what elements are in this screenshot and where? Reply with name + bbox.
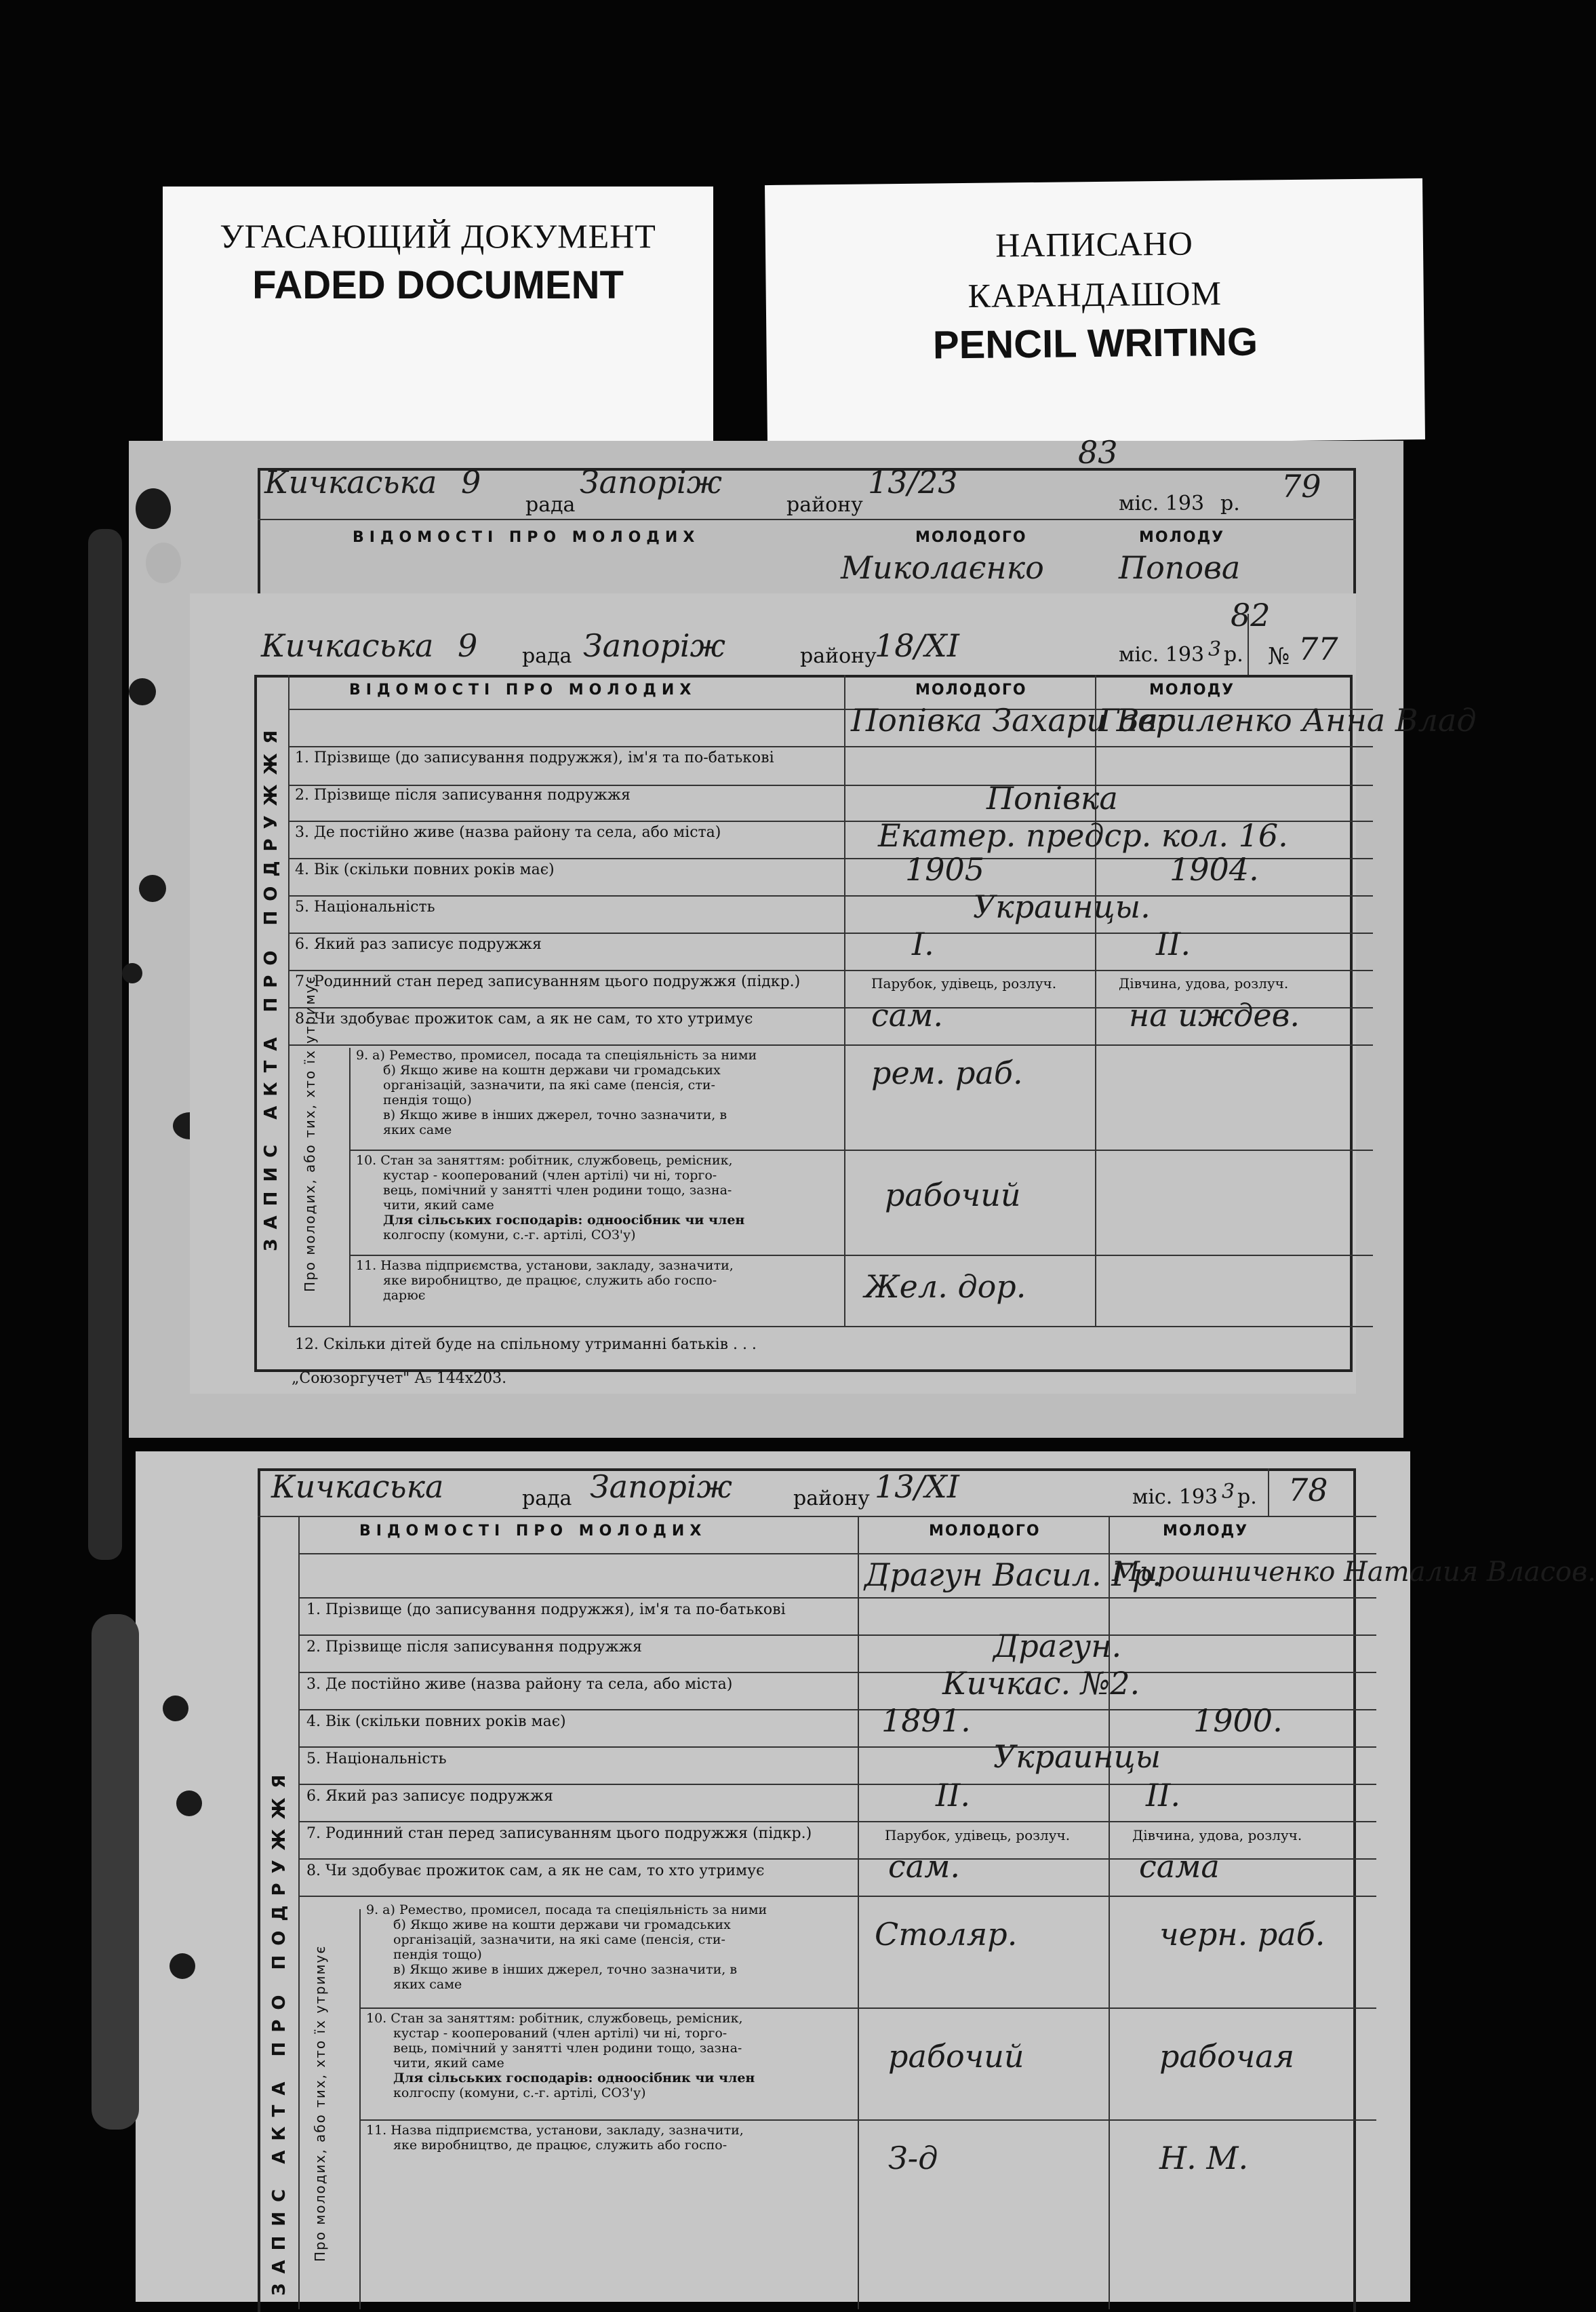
- back-page-number: 83: [1078, 434, 1118, 471]
- form1-bride-age: 1904.: [1170, 851, 1259, 888]
- form1-row-9-text: [356, 1048, 757, 1137]
- form2-bride-support: сама: [1139, 1848, 1220, 1885]
- form1-row-line: [349, 1255, 1373, 1256]
- form2-rada: рада: [522, 1487, 572, 1510]
- form2-groom-class: рабочий: [888, 2038, 1024, 2075]
- form1-row-10-line: 10. Стан за заняттям: робітник, службовець, ремісник,: [356, 1153, 733, 1168]
- form1-row-6-label: 6. Який раз записує подружжя: [295, 936, 542, 953]
- form2-row-line: [298, 1597, 1376, 1599]
- form1-groom-support: сам.: [871, 997, 943, 1034]
- faded-label-en: FADED DOCUMENT: [252, 263, 624, 307]
- form1-date: 18/XI: [875, 627, 959, 664]
- form2-row-1-label: 1. Прізвище (до записування подружжя), ім'я та по-батькові: [306, 1601, 786, 1618]
- form2-year-digit: 3: [1222, 1480, 1235, 1504]
- torn-edge: [88, 529, 122, 1560]
- form1-title: ВІДОМОСТІ ПРО МОЛОДИХ: [349, 682, 697, 699]
- form2-record-no: 78: [1288, 1472, 1328, 1508]
- form1-row-12-label: 12. Скільки дітей буде на спільному утриманні батьків . . .: [295, 1336, 757, 1353]
- back-council: Кичкаська: [264, 464, 437, 501]
- form2-row-10-line: чити, який саме: [393, 2056, 504, 2071]
- form1-row-2-label: 2. Прізвище після записування подружжя: [295, 787, 631, 804]
- form1-groom-head: МОЛОДОГО: [915, 682, 1027, 699]
- form2-row-6-label: 6. Який раз записує подружжя: [306, 1788, 553, 1805]
- form1-record-no: 77: [1298, 631, 1338, 667]
- form2-no-box-line: [1268, 1468, 1269, 1516]
- pencil-label-ru-2: КАРАНДАШОМ: [967, 274, 1222, 315]
- form2-side-title: ЗАПИС АКТА ПРО ПОДРУЖЖЯ: [269, 1765, 290, 2296]
- form1-council-num: 9: [458, 627, 478, 664]
- form2-bride-age: 1900.: [1193, 1702, 1283, 1739]
- form1-residence: Екатер. предср. кол. 16.: [878, 817, 1288, 854]
- punch-hole: [139, 875, 166, 902]
- form2-title: ВІДОМОСТІ ПРО МОЛОДИХ: [359, 1523, 707, 1540]
- form2-bride-occupation: черн. раб.: [1159, 1916, 1325, 1953]
- back-council-num: 9: [461, 464, 481, 501]
- punch-hole: [163, 1696, 188, 1721]
- form2-bride-times: II.: [1146, 1777, 1180, 1814]
- form2-row-line: [298, 1896, 1376, 1897]
- form1-row-11-line: 11. Назва підприємства, установи, закладу, зазначити,: [356, 1258, 734, 1273]
- form2-groom-occupation: Столяр.: [875, 1916, 1018, 1953]
- form2-row-10-line: вець, помічний у занятті член родини тощо, зазна-: [393, 2041, 742, 2056]
- form1-side-title: ЗАПИС АКТА ПРО ПОДРУЖЖЯ: [261, 720, 281, 1251]
- form1-footnote: „Союзоргучет" А₅ 144х203.: [292, 1370, 507, 1387]
- form1-row-line: [288, 746, 1373, 747]
- back-bride-head: МОЛОДУ: [1139, 529, 1225, 546]
- punch-hole: [146, 543, 181, 583]
- form2-bride-status: Дівчина, удова, розлуч.: [1132, 1827, 1302, 1843]
- form1-bride-status: Дівчина, удова, розлуч.: [1119, 975, 1289, 992]
- form1-row-11-line: дарює: [383, 1288, 426, 1303]
- torn-edge: [92, 1614, 139, 2130]
- form1-rada: рада: [522, 644, 572, 668]
- form2-r: р.: [1237, 1485, 1257, 1509]
- form2-row-2-label: 2. Прізвище після записування подружжя: [306, 1639, 642, 1655]
- punch-hole: [129, 678, 156, 705]
- form1-row-9-line: організацій, зазначити, па які саме (пенсія, сти-: [383, 1078, 715, 1093]
- form1-month-year: міс. 193: [1119, 643, 1205, 667]
- form1-row-7-label: 7. Родинний стан перед записуванням цього подружжя (підкр.): [295, 973, 801, 990]
- punch-hole: [176, 1790, 202, 1816]
- form1-row-9-line: в) Якщо живе в інших джерел, точно зазначити, в: [383, 1108, 727, 1122]
- form2-residence: Кичкас. №2.: [942, 1665, 1140, 1702]
- form1-row-8-label: 8. Чи здобуває прожиток сам, а як не сам, то хто утримує: [295, 1011, 753, 1027]
- form1-side-sub: Про молодих, або тих, хто їх утримує: [302, 975, 318, 1292]
- form2-month-year: міс. 193: [1132, 1485, 1218, 1509]
- back-r: р.: [1220, 492, 1240, 515]
- form2-nationality: Украинцы: [993, 1738, 1161, 1775]
- form2-row-line: [359, 2119, 1376, 2121]
- punch-hole: [136, 488, 171, 529]
- form2-row-line: [298, 1553, 1376, 1554]
- form1-row-3-label: 3. Де постійно живе (назва району та села, або міста): [295, 824, 721, 841]
- form1-year-digit: 3: [1208, 638, 1222, 661]
- form1-row-5-label: 5. Національність: [295, 899, 435, 916]
- form1-number-sign: №: [1268, 643, 1290, 670]
- form2-row-9-line: яких саме: [393, 1977, 462, 1992]
- form2-district: Запоріж: [590, 1468, 732, 1505]
- form1-rayonu: району: [800, 644, 877, 668]
- form1-nationality: Украинцы.: [973, 888, 1151, 925]
- pencil-label-en: PENCIL WRITING: [932, 319, 1258, 368]
- form2-row-9-text: [366, 1902, 767, 1992]
- form2-council: Кичкаська: [271, 1468, 444, 1505]
- form2-row-3-label: 3. Де постійно живе (назва району та села, або міста): [306, 1676, 733, 1693]
- form2-header-line: [258, 1516, 1376, 1517]
- form1-row-line: [288, 1044, 1373, 1046]
- form1-row-9-line: яких саме: [383, 1122, 452, 1137]
- form1-bride-support: на иждев.: [1129, 997, 1300, 1034]
- form1-bride-surname: Гавриленко Анна Влад: [1098, 702, 1477, 739]
- back-groom-head: МОЛОДОГО: [915, 529, 1027, 546]
- form1-row-line: [288, 1326, 1373, 1327]
- form1-sub-line: [349, 1048, 351, 1326]
- form1-row-1-label: 1. Прізвище (до записування подружжя), ім'я та по-батькові: [295, 749, 774, 766]
- form2-sub-line: [359, 1909, 361, 2309]
- form1-row-line: [288, 970, 1373, 971]
- form2-new-surname: Драгун.: [993, 1628, 1122, 1664]
- form2-date: 13/XI: [875, 1468, 959, 1505]
- form1-groom-class: рабочий: [885, 1177, 1021, 1213]
- form2-groom-support: сам.: [888, 1848, 960, 1885]
- form1-row-10-line: Для сільських господарів: одноосібник чи член: [383, 1213, 745, 1228]
- form1-row-line: [349, 1150, 1373, 1151]
- form2-row-10-line: кустар - кооперований (член артілі) чи ні, торго-: [393, 2026, 727, 2041]
- back-record-no: 79: [1281, 468, 1321, 505]
- form1-groom-occupation: рем. раб.: [871, 1055, 1023, 1091]
- back-rayonu: району: [786, 493, 863, 517]
- form1-row-line: [288, 933, 1373, 934]
- form2-row-9-line: 9. а) Ремество, промисел, посада та спеціяльність за ними: [366, 1902, 767, 1917]
- form1-row-4-label: 4. Вік (скільки повних років має): [295, 861, 555, 878]
- form1-col-line-1: [844, 675, 845, 1326]
- form2-row-line: [298, 1821, 1376, 1822]
- form2-row-10-text: [366, 2011, 755, 2100]
- marriage-form-1: [254, 597, 1477, 1394]
- form2-row-10-line: Для сільських господарів: одноосібник чи член: [393, 2071, 755, 2085]
- form1-groom-workplace: Жел. дор.: [864, 1268, 1026, 1305]
- form2-side-sub: Про молодих, або тих, хто їх утримує: [312, 1944, 328, 2262]
- form1-groom-surname: Попівка Захари Вас: [851, 702, 1176, 739]
- form1-council: Кичкаська: [261, 627, 434, 664]
- form1-no-box-line: [1248, 614, 1249, 675]
- form2-groom-surname: Драгун Васил. Гр.: [864, 1556, 1162, 1593]
- form2-bride-head: МОЛОДУ: [1163, 1523, 1249, 1540]
- back-header-line: [258, 519, 1356, 520]
- form1-row-9-line: пендія тощо): [383, 1093, 472, 1108]
- form1-row-10-line: колгоспу (комуни, с.-г. артілі, СОЗ'у): [383, 1228, 636, 1242]
- form1-row-line: [288, 785, 1373, 786]
- form2-groom-times: II.: [936, 1777, 970, 1814]
- back-bride-name: Попова: [1119, 549, 1241, 586]
- back-rada: рада: [525, 493, 576, 517]
- form2-row-line: [298, 1784, 1376, 1785]
- pencil-label-ru-1: НАПИСАНО: [995, 224, 1194, 264]
- punch-hole: [122, 963, 142, 983]
- form2-bride-surname: Мирошниченко Наталия Власов.: [1112, 1556, 1596, 1588]
- form2-row-4-label: 4. Вік (скільки повних років має): [306, 1713, 566, 1730]
- form2-row-5-label: 5. Національність: [306, 1750, 447, 1767]
- form2-row-10-line: колгоспу (комуни, с.-г. артілі, СОЗ'у): [393, 2085, 646, 2100]
- form2-bride-class: рабочая: [1159, 2038, 1295, 2075]
- back-title: ВІДОМОСТІ ПРО МОЛОДИХ: [353, 529, 700, 546]
- form1-col-line-2: [1095, 675, 1096, 1326]
- punch-hole: [169, 1953, 195, 1979]
- faded-document-label: [163, 187, 713, 444]
- form1-bride-head: МОЛОДУ: [1149, 682, 1235, 699]
- form1-row-11-line: яке виробництво, де працює, служить або госпо-: [383, 1273, 717, 1288]
- form2-row-7-label: 7. Родинний стан перед записуванням цього подружжя (підкр.): [306, 1825, 812, 1842]
- form2-groom-age: 1891.: [881, 1702, 971, 1739]
- form2-rayonu: району: [793, 1487, 870, 1510]
- form1-groom-age: 1905: [905, 851, 985, 888]
- form1-row-11-text: [356, 1258, 734, 1303]
- form1-side-line: [288, 675, 290, 1326]
- form2-row-11-line: яке виробництво, де працює, служить або госпо-: [393, 2138, 727, 2153]
- form1-row-10-line: чити, який саме: [383, 1198, 494, 1213]
- pencil-writing-label: [765, 178, 1425, 446]
- form2-frame: [258, 1468, 1356, 2312]
- faded-label-ru: УГАСАЮЩИЙ ДОКУМЕНТ: [220, 217, 656, 255]
- form2-row-9-line: в) Якщо живе в інших джерел, точно зазначити, в: [393, 1962, 738, 1977]
- form1-page-number: 82: [1231, 597, 1271, 633]
- form2-row-9-line: пендія тощо): [393, 1947, 482, 1962]
- form1-row-9-line: б) Якщо живе на коштн держави чи громадських: [383, 1063, 721, 1078]
- form2-row-line: [298, 1672, 1376, 1673]
- form2-row-line: [359, 2007, 1376, 2009]
- form1-row-10-text: [356, 1153, 744, 1242]
- back-month-year: міс. 193: [1119, 492, 1205, 515]
- form1-groom-times: I.: [912, 926, 934, 962]
- form1-row-10-line: кустар - кооперований (член артілі) чи ні, торго-: [383, 1168, 717, 1183]
- form2-row-line: [298, 1746, 1376, 1748]
- form2-row-8-label: 8. Чи здобуває прожиток сам, а як не сам, то хто утримує: [306, 1862, 765, 1879]
- form2-groom-head: МОЛОДОГО: [929, 1523, 1041, 1540]
- form1-r: р.: [1224, 643, 1243, 667]
- form2-groom-status: Парубок, удівець, розлуч.: [885, 1827, 1071, 1843]
- form1-row-9-line: 9. а) Ремество, промисел, посада та спеціяльність за ними: [356, 1048, 757, 1063]
- form1-row-line: [288, 895, 1373, 897]
- form2-row-11-line: 11. Назва підприємства, установи, закладу, зазначити,: [366, 2123, 744, 2138]
- form2-row-11-text: [366, 2123, 744, 2153]
- form2-bride-workplace: Н. М.: [1159, 2140, 1249, 2176]
- form2-row-9-line: б) Якщо живе на кошти держави чи громадських: [393, 1917, 731, 1932]
- form2-row-9-line: організацій, зазначити, на які саме (пенсія, сти-: [393, 1932, 725, 1947]
- back-groom-name: Миколаєнко: [841, 549, 1044, 586]
- form1-bride-times: II.: [1156, 926, 1191, 962]
- back-form: [258, 434, 1356, 610]
- form2-row-10-line: 10. Стан за заняттям: робітник, службовець, ремісник,: [366, 2011, 743, 2026]
- form1-row-10-line: вець, помічний у занятті член родини тощо, зазна-: [383, 1183, 732, 1198]
- back-district: Запоріж: [580, 464, 722, 501]
- form1-district: Запоріж: [583, 627, 725, 664]
- form2-groom-workplace: З-д: [888, 2140, 938, 2176]
- form1-groom-status: Парубок, удівець, розлуч.: [871, 975, 1057, 992]
- form1-new-surname: Попівка: [986, 780, 1118, 817]
- marriage-form-2: [258, 1468, 1596, 2303]
- form2-row-line: [298, 1634, 1376, 1636]
- back-date: 13/23: [868, 464, 958, 501]
